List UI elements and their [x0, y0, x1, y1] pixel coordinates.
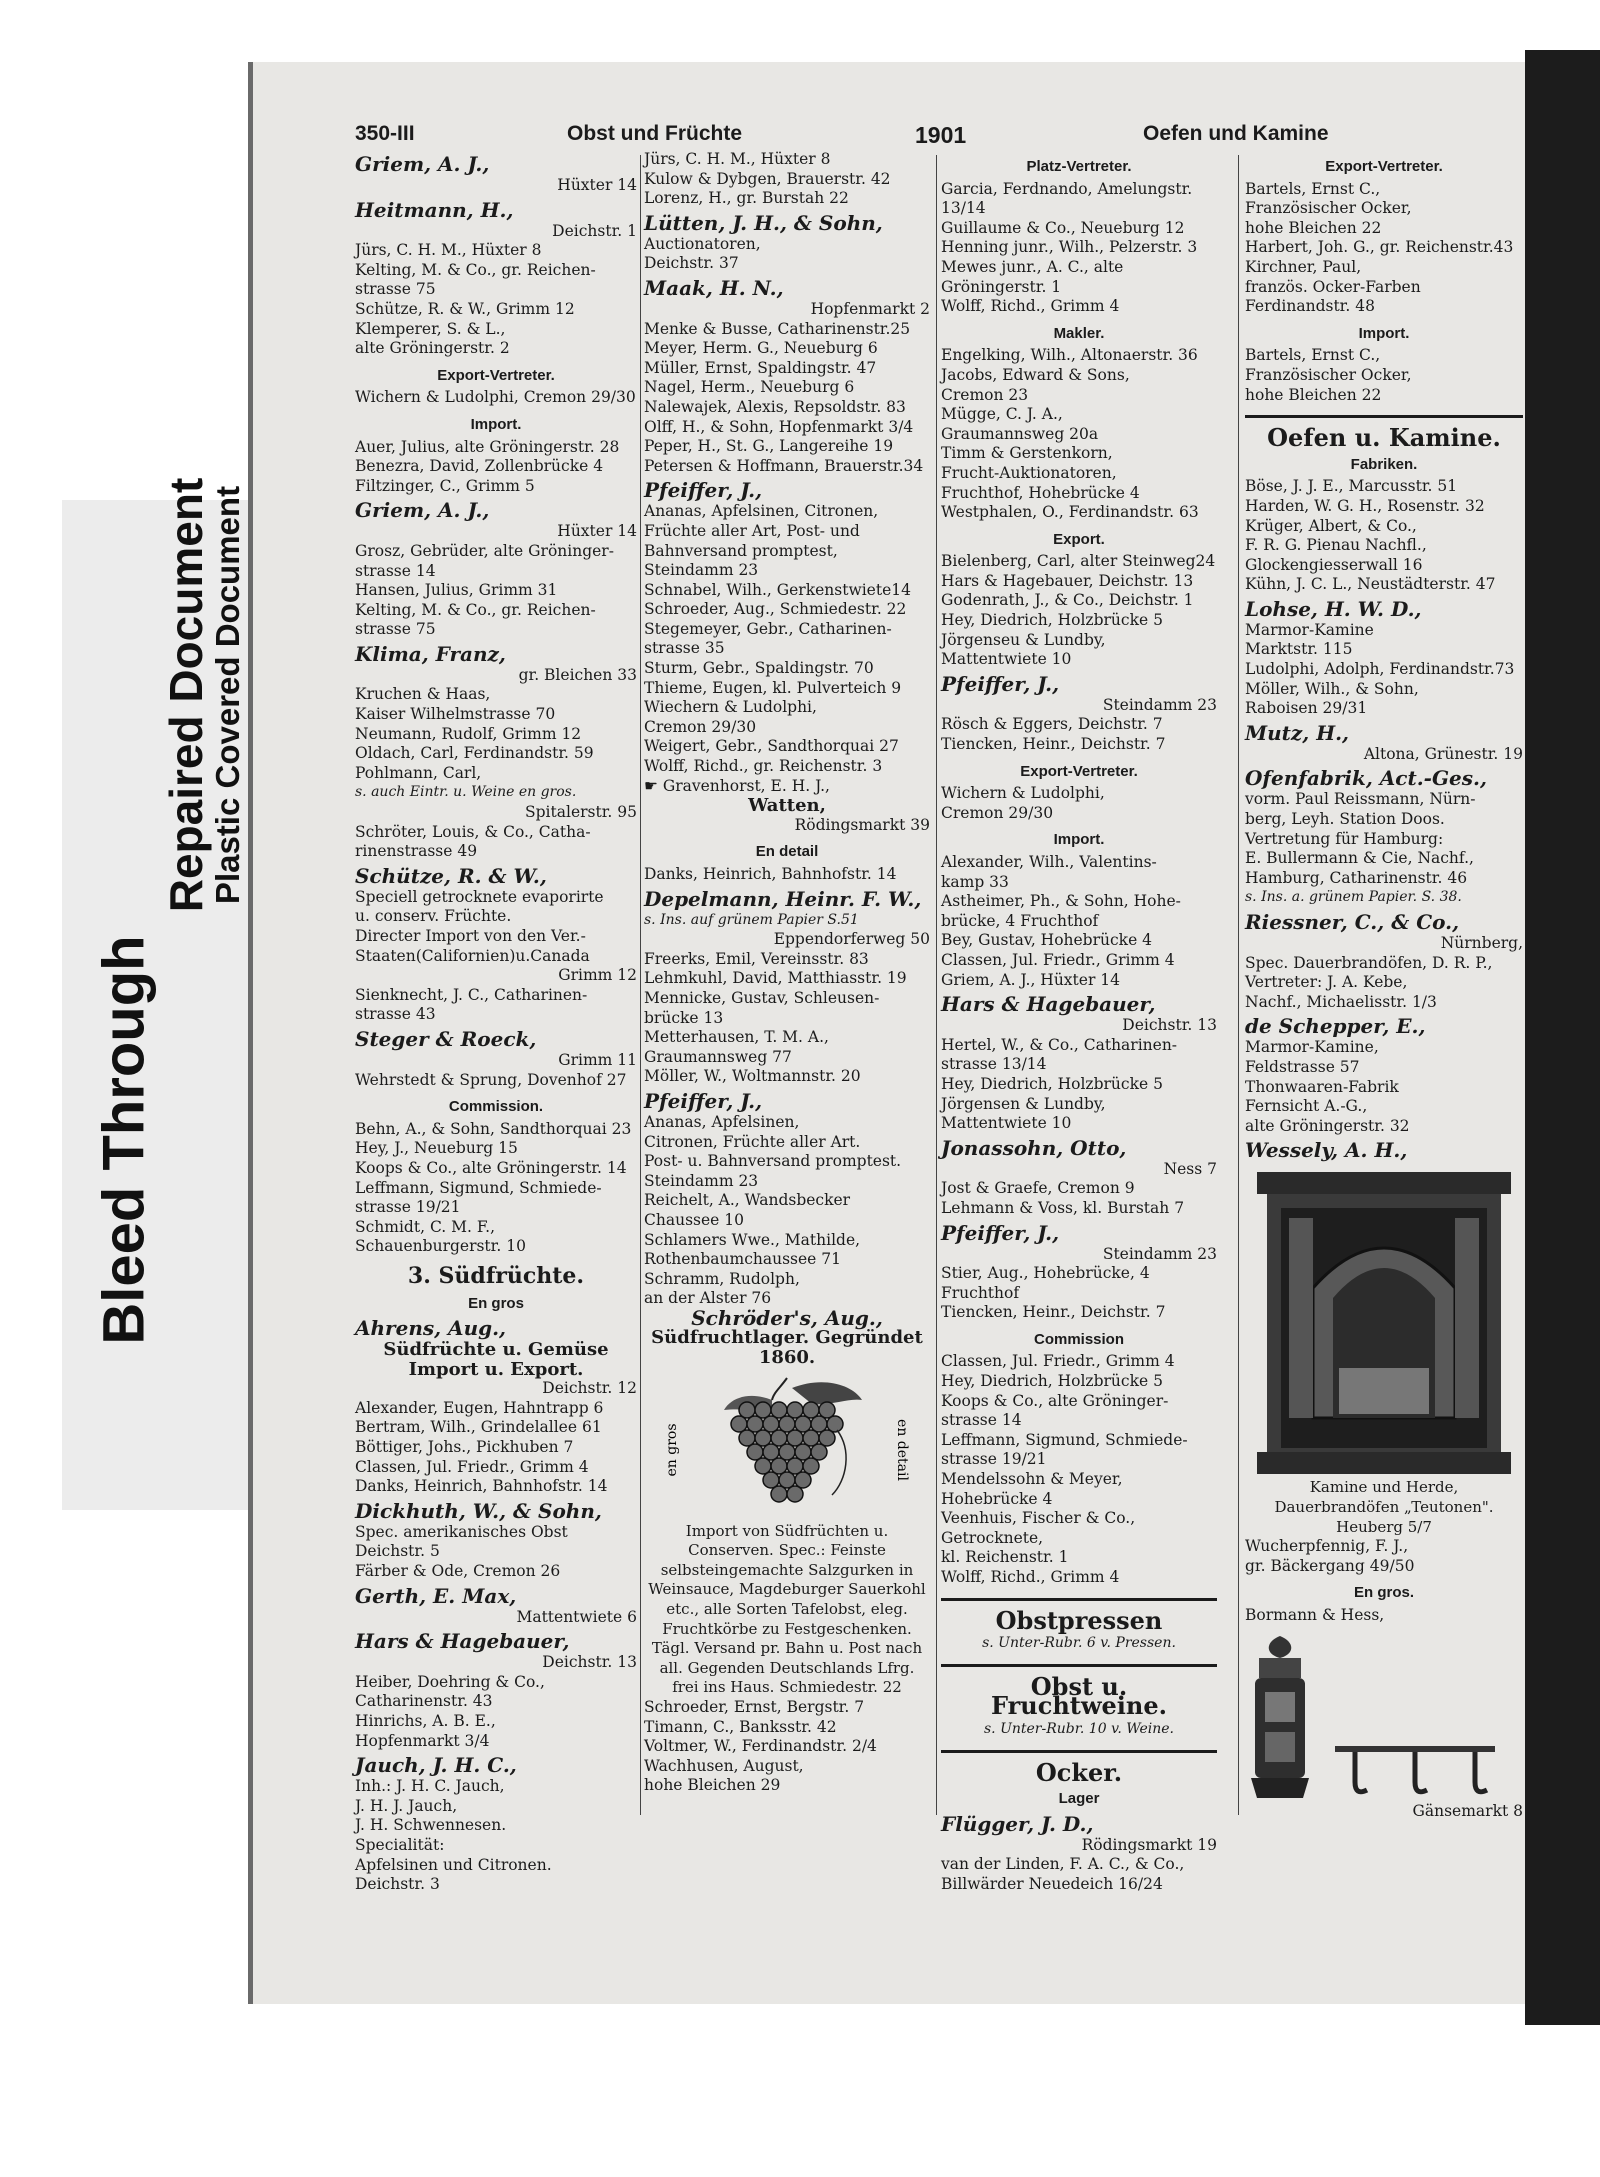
advertisement-text: Kamine und Herde, Dauerbrandöfen „Teutonen". Heuberg 5/7 — [1274, 1478, 1494, 1536]
directory-entry: Böttiger, Johs., Pickhuben 7 — [355, 1438, 574, 1457]
directory-entry: Guillaume & Co., Neueburg 12 — [941, 218, 1185, 237]
column-1 — [355, 150, 637, 1895]
directory-entry: Spec. Dauerbrandöfen, D. R. P., Vertreter: J. A. Kebe, Nachf., Michaelisstr. 1/3 — [1245, 953, 1493, 1011]
directory-entry: Eppendorferweg 50 — [773, 930, 930, 949]
directory-entry: Grimm 12 — [558, 966, 637, 985]
directory-entry: Wehrstedt & Sprung, Dovenhof 27 — [355, 1070, 627, 1089]
advertisement-text: Import von Südfrüchten u. Conserven. Spec.: Feinste selbsteingemachte Salzgurken in Weinsauce, Magdeburger Sauerkohl etc., alle Sorten Tafelobst, eleg. Fruchtkörbe zu Festgeschenken. Tägl. Versand pr. Bahn u. Post nach all. Gegenden Deutschlands Lfrg. frei ins Haus. Schmiedestr. 22 — [648, 1521, 926, 1697]
section-heading: Export-Vertreter. — [1325, 158, 1443, 175]
label-repaired-document: Repaired Document — [160, 477, 212, 913]
directory-entry: Garcia, Ferdnando, Amelungstr. 13/14 — [941, 179, 1193, 218]
firm-name: Pfeiffer, J., — [941, 671, 1060, 696]
directory-entry: Schroeder, Aug., Schmiedestr. 22 — [644, 600, 907, 619]
category-heading: Ocker. — [941, 1750, 1217, 1783]
section-heading: En gros — [468, 1294, 524, 1312]
directory-entry: Ananas, Apfelsinen, Citronen, Früchte aller Art. Post- u. Bahnversand promptest. Steindamm 23 — [644, 1112, 902, 1190]
directory-entry: Grimm 11 — [558, 1050, 637, 1069]
firm-name: Depelmann, Heinr. F. W., — [644, 886, 922, 911]
directory-entry: Reichelt, A., Wandsbecker Chaussee 10 — [644, 1191, 851, 1229]
directory-entry: Wichern & Ludolphi, Cremon 29/30 — [355, 388, 636, 407]
directory-entry: Rösch & Eggers, Deichstr. 7 — [941, 715, 1163, 734]
firm-name: Steger & Roeck, — [355, 1026, 537, 1051]
directory-entry: Auctionatoren, Deichstr. 37 — [644, 234, 761, 273]
directory-entry: Spec. amerikanisches Obst Deichstr. 5 — [355, 1522, 568, 1561]
column-rule — [936, 155, 937, 1815]
directory-entry: Olff, H., & Sohn, Hopfenmarkt 3/4 — [644, 417, 914, 436]
firm-name: Heitmann, H., — [355, 197, 514, 222]
directory-entry: Leffmann, Sigmund, Schmiede- strasse 19/21 — [355, 1178, 602, 1217]
category-heading: 3. Südfrüchte. — [407, 1262, 585, 1289]
directory-entry: Jörgensen & Lundby, Mattentwiete 10 — [941, 1094, 1106, 1133]
category-heading: Oefen u. Kamine. — [1245, 415, 1523, 448]
directory-entry: Stier, Aug., Hohebrücke, 4 Fruchthof — [941, 1264, 1150, 1302]
directory-entry: Neumann, Rudolf, Grimm 12 — [355, 724, 582, 743]
firm-name: Pfeiffer, J., — [644, 1088, 763, 1113]
directory-entry: Lehmann & Voss, kl. Burstah 7 — [941, 1198, 1185, 1217]
directory-entry: Benezra, David, Zollenbrücke 4 — [355, 457, 604, 476]
page-number: 350-III — [355, 122, 415, 145]
directory-entry: Thonwaaren-Fabrik Fernsicht A.-G., alte Gröningerstr. 32 — [1245, 1077, 1410, 1135]
directory-entry: Stegemeyer, Gebr., Catharinen- strasse 35 — [644, 619, 892, 658]
directory-entry: Gänsemarkt 8 — [1412, 1801, 1523, 1820]
section-heading: Export-Vertreter. — [437, 366, 555, 384]
directory-entry: Mewes junr., A. C., alte Gröningerstr. 1 — [941, 257, 1124, 296]
directory-entry: Müller, Ernst, Spaldingstr. 47 — [644, 358, 877, 377]
directory-entry: Deichstr. 1 — [552, 221, 637, 240]
directory-entry: gr. Bleichen 33 — [518, 665, 637, 684]
firm-name: Riessner, C., & Co., — [1245, 910, 1460, 934]
directory-entry: Steindamm 23 — [1102, 695, 1217, 714]
directory-entry: Petersen & Hoffmann, Brauerstr.34 — [644, 456, 924, 475]
firm-name: Wessely, A. H., — [1245, 1138, 1408, 1163]
firm-name: Hars & Hagebauer, — [355, 1629, 570, 1654]
firm-name: Gerth, E. Max, — [355, 1583, 517, 1608]
directory-entry: Wachhusen, August, hohe Bleichen 29 — [644, 1756, 804, 1795]
directory-entry: Schlamers Wwe., Mathilde, Rothenbaumchaussee 71 — [644, 1230, 861, 1269]
directory-entry: Bertram, Wilh., Grindelallee 61 — [355, 1418, 602, 1437]
directory-entry: Spitalerstr. 95 — [525, 803, 637, 822]
firm-name: Griem, A. J., — [355, 498, 490, 523]
directory-entry: Ness 7 — [1163, 1159, 1217, 1178]
directory-entry: Mügge, C. J. A., Graumannsweg 20a — [941, 405, 1099, 443]
directory-entry: Schmidt, C. M. F., Schauenburgerstr. 10 — [355, 1217, 526, 1256]
firm-name: de Schepper, E., — [1245, 1014, 1426, 1039]
directory-entry: Wiechern & Ludolphi, Cremon 29/30 — [644, 698, 817, 736]
directory-entry: Wolff, Richd., Grimm 4 — [941, 297, 1120, 316]
directory-entry: Godenrath, J., & Co., Deichstr. 1 — [941, 591, 1194, 610]
advertisement-text: Schröder's, Aug., — [691, 1305, 883, 1330]
directory-entry: Peper, H., St. G., Langereihe 19 — [644, 437, 894, 456]
directory-entry: Hüxter 14 — [557, 522, 637, 541]
firm-name: Pfeiffer, J., — [941, 1220, 1060, 1245]
directory-entry: Schroeder, Ernst, Bergstr. 7 — [644, 1698, 865, 1716]
directory-entry: Ananas, Apfelsinen, Citronen, Früchte aller Art, Post- und Bahnversand promptest, Steindamm 23 — [644, 502, 879, 580]
section-heading: En detail — [755, 843, 819, 861]
firm-name: Pfeiffer, J., — [644, 478, 763, 503]
firm-name: Lohse, H. W. D., — [1245, 596, 1422, 621]
directory-entry: Mattentwiete 6 — [516, 1607, 637, 1626]
directory-entry: Mendelssohn & Meyer, Hohebrücke 4 — [941, 1470, 1123, 1508]
section-heading: Makler. — [1053, 324, 1105, 342]
directory-entry: Jost & Graefe, Cremon 9 — [941, 1179, 1135, 1198]
directory-entry: Kruchen & Haas, Kaiser Wilhelmstrasse 70 — [355, 685, 556, 724]
fireplace-illustration — [1253, 1168, 1515, 1478]
directory-entry: Thieme, Eugen, kl. Pulverteich 9 — [644, 678, 902, 697]
firm-name: Mutz, H., — [1245, 720, 1350, 745]
year: 1901 — [915, 122, 967, 148]
directory-entry: Schröter, Louis, & Co., Catha- rinenstrasse 49 — [355, 822, 591, 861]
directory-entry: Hüxter 14 — [557, 176, 637, 194]
directory-entry: Wolff, Richd., Grimm 4 — [941, 1568, 1120, 1586]
directory-entry: Lehmkuhl, David, Matthiasstr. 19 — [644, 969, 907, 988]
directory-entry: vorm. Paul Reissmann, Nürn- berg, Leyh. Station Doos. Vertretung für Hamburg: E. Bullermann & Cie, Nachf., Hamburg, Catharinenstr. 46 — [1245, 790, 1476, 887]
directory-entry: Jörgenseu & Lundby, Mattentwiete 10 — [941, 630, 1106, 669]
label-plastic-covered: Plastic Covered Document — [209, 485, 246, 905]
directory-entry: Hinrichs, A. B. E., Hopfenmarkt 3/4 — [355, 1712, 496, 1750]
directory-entry: Alexander, Eugen, Hahntrapp 6 — [355, 1398, 604, 1417]
cross-reference: s. Ins. a. grünem Papier. S. 38. — [1245, 889, 1462, 906]
advertisement-text: Südfruchtlager. Gegründet 1860. — [651, 1327, 923, 1369]
cast-iron-stove-icon — [1245, 1632, 1315, 1802]
directory-entry: Nalewajek, Alexis, Repsoldstr. 83 — [644, 397, 906, 416]
directory-entry: Inh.: J. H. C. Jauch, J. H. J. Jauch, J. H. Schwennesen. Specialität: Apfelsinen und Citronen. Deichstr. 3 — [355, 1777, 552, 1894]
directory-entry: Timm & Gerstenkorn, Frucht-Auktionatoren, Fruchthof, Hohebrücke 4 — [941, 444, 1140, 502]
directory-entry: Classen, Jul. Friedr., Grimm 4 — [355, 1457, 589, 1476]
directory-entry: Marmor-Kamine, Feldstrasse 57 — [1245, 1038, 1379, 1076]
directory-entry: Hars & Hagebauer, Deichstr. 13 — [941, 571, 1194, 590]
directory-entry: Heiber, Doehring & Co., Catharinenstr. 43 — [355, 1672, 545, 1711]
firm-name: Ofenfabrik, Act.-Ges., — [1245, 766, 1487, 791]
directory-entry: Meyer, Herm. G., Neueburg 6 — [644, 339, 878, 358]
firm-name: Dickhuth, W., & Sohn, — [355, 1498, 602, 1523]
cross-reference: s. Ins. auf grünem Papier S.51 — [644, 911, 859, 928]
directory-entry: Sturm, Gebr., Spaldingstr. 70 — [644, 659, 874, 678]
directory-entry: Deichstr. 12 — [542, 1379, 637, 1398]
directory-entry: Speciell getrocknete evaporirte u. conserv. Früchte. Directer Import von den Ver.- Staaten(Californien)u.Canada — [355, 887, 604, 965]
directory-entry: Steindamm 23 — [1102, 1244, 1217, 1263]
section-heading: Export. — [1053, 530, 1105, 548]
directory-entry: Behn, A., & Sohn, Sandthorquai 23 — [355, 1119, 632, 1138]
left-running-title: Obst und Früchte — [567, 122, 742, 145]
firm-name: Klima, Franz, — [355, 641, 506, 666]
directory-entry: Wichern & Ludolphi, Cremon 29/30 — [941, 784, 1105, 822]
directory-entry: Nürnberg, — [1440, 934, 1523, 952]
directory-entry: Schramm, Rudolph, an der Alster 76 — [644, 1269, 800, 1308]
grapes-left-label: en gros — [664, 1423, 680, 1477]
category-heading: Obstpressen — [941, 1598, 1217, 1631]
firm-name: Maak, H. N., — [644, 275, 784, 300]
category-heading: Obst u. Fruchtweine. — [941, 1664, 1217, 1716]
directory-entry: Astheimer, Ph., & Sohn, Hohe- brücke, 4 Fruchthof — [941, 892, 1181, 930]
directory-entry: Hertel, W., & Co., Catharinen- strasse 13/14 — [941, 1035, 1178, 1074]
firm-name: Griem, A. J., — [355, 152, 490, 176]
firm-name: Jonassohn, Otto, — [941, 1135, 1127, 1160]
column-rule — [640, 155, 641, 1815]
firm-name: Hars & Hagebauer, — [941, 992, 1156, 1017]
directory-entry: Veenhuis, Fischer & Co., Getrocknete, kl. Reichenstr. 1 — [941, 1509, 1136, 1567]
directory-entry: Menke & Busse, Catharinenstr.25 — [644, 319, 911, 338]
directory-entry: Tiencken, Heinr., Deichstr. 7 — [941, 1303, 1166, 1322]
directory-entry: Kulow & Dybgen, Brauerstr. 42 — [644, 169, 891, 188]
column-4 — [1245, 150, 1523, 1821]
directory-entry: Leffmann, Sigmund, Schmiede- strasse 19/21 — [941, 1430, 1188, 1469]
directory-entry: Henning junr., Wilh., Pelzerstr. 3 — [941, 238, 1198, 257]
grapes-right-label: en detail — [894, 1418, 910, 1481]
directory-entry: Metterhausen, T. M. A., Graumannsweg 77 — [644, 1028, 829, 1066]
section-heading: Platz-Vertreter. — [1026, 158, 1132, 175]
directory-entry: Lorenz, H., gr. Burstah 22 — [644, 189, 849, 208]
directory-entry: Griem, A. J., Hüxter 14 — [941, 970, 1121, 989]
directory-entry: Tiencken, Heinr., Deichstr. 7 — [941, 735, 1166, 754]
column-3 — [941, 150, 1217, 1895]
page-header — [355, 122, 1330, 152]
section-heading: Import. — [1053, 831, 1105, 849]
directory-entry: Hey, Diedrich, Holzbrücke 5 — [941, 1372, 1163, 1391]
directory-entry: Jürs, C. H. M., Hüxter 8 — [644, 150, 831, 168]
directory-entry: ☛ Gravenhorst, E. H. J., — [644, 776, 830, 795]
cross-reference: s. Unter-Rubr. 6 v. Pressen. — [982, 1635, 1176, 1652]
section-heading: En gros. — [1353, 1584, 1414, 1602]
directory-entry: Harbert, Joh. G., gr. Reichenstr.43 — [1245, 238, 1514, 257]
directory-entry: Hopfenmarkt 2 — [810, 299, 930, 318]
directory-entry: Möller, W., Woltmannstr. 20 — [644, 1067, 861, 1086]
directory-entry: Bey, Gustav, Hohebrücke 4 — [941, 931, 1153, 950]
directory-entry: Schütze, R. & W., Grimm 12 — [355, 299, 575, 318]
directory-entry: Freerks, Emil, Vereinsstr. 83 — [644, 949, 869, 968]
section-heading: Fabriken. — [1350, 455, 1418, 473]
directory-entry: Wolff, Richd., gr. Reichenstr. 3 — [644, 757, 883, 776]
directory-entry: Koops & Co., alte Gröninger- strasse 14 — [941, 1391, 1169, 1430]
directory-entry: Kirchner, Paul, französ. Ocker-Farben Ferdinandstr. 48 — [1245, 257, 1421, 316]
directory-entry: Nagel, Herm., Neueburg 6 — [644, 378, 855, 397]
section-heading: Export-Vertreter. — [1020, 762, 1138, 780]
directory-entry: Sienknecht, J. C., Catharinen- strasse 43 — [355, 985, 588, 1024]
advertisement-text: Südfrüchte u. Gemüse Import u. Export. — [383, 1339, 609, 1380]
directory-entry: Mennicke, Gustav, Schleusen- brücke 13 — [644, 988, 880, 1027]
right-running-title: Oefen und Kamine — [1143, 122, 1329, 145]
firm-name: Flügger, J. D., — [941, 1811, 1094, 1836]
directory-entry: Bormann & Hess, — [1245, 1605, 1385, 1624]
condition-label — [62, 477, 248, 1510]
directory-entry: Bielenberg, Carl, alter Steinweg24 — [941, 552, 1216, 571]
section-heading: Commission — [1033, 1330, 1124, 1348]
wall-hooks-icon — [1335, 1742, 1495, 1802]
directory-entry: Deichstr. 13 — [542, 1653, 637, 1672]
directory-entry: Krüger, Albert, & Co., F. R. G. Pienau Nachfl., Glockengiesserwall 16 — [1245, 516, 1427, 574]
section-heading: Import. — [470, 415, 522, 433]
directory-entry: Klemperer, S. & L., alte Gröningerstr. 2 — [355, 319, 510, 358]
directory-entry: Alexander, Wilh., Valentins- kamp 33 — [941, 853, 1157, 891]
cross-reference: s. auch Eintr. u. Weine en gros. — [355, 784, 577, 801]
directory-entry: Schnabel, Wilh., Gerkenstwiete14 — [644, 580, 911, 599]
directory-entry: Koops & Co., alte Gröningerstr. 14 — [355, 1158, 627, 1177]
directory-entry: Westphalen, O., Ferdinandstr. 63 — [941, 503, 1199, 522]
directory-entry: Auer, Julius, alte Gröningerstr. 28 — [355, 437, 620, 456]
section-heading: Lager — [1058, 1790, 1100, 1808]
directory-entry: Weigert, Gebr., Sandthorquai 27 — [644, 737, 899, 756]
directory-entry: Engelking, Wilh., Altonaerstr. 36 — [941, 346, 1198, 365]
directory-entry: Jürs, C. H. M., Hüxter 8 — [355, 241, 542, 260]
cross-reference: s. Unter-Rubr. 10 v. Weine. — [984, 1720, 1174, 1737]
directory-entry: Rödingsmarkt 39 — [794, 815, 930, 834]
directory-entry: Kühn, J. C. L., Neustädterstr. 47 — [1245, 575, 1496, 594]
directory-entry: van der Linden, F. A. C., & Co., Billwärder Neuedeich 16/24 — [941, 1855, 1185, 1893]
directory-entry: Classen, Jul. Friedr., Grimm 4 — [941, 1352, 1175, 1371]
directory-entry: Altona, Grünestr. 19 — [1363, 744, 1523, 763]
scan-edge-shadow — [1525, 50, 1600, 2025]
column-rule — [1238, 155, 1239, 1815]
directory-entry: Danks, Heinrich, Bahnhofstr. 14 — [644, 865, 897, 883]
directory-entry: Wucherpfennig, F. J., gr. Bäckergang 49/50 — [1245, 1537, 1415, 1575]
directory-entry: Rödingsmarkt 19 — [1081, 1835, 1217, 1854]
grapes-illustration — [662, 1370, 912, 1520]
directory-entry: Möller, Wilh., & Sohn, Raboisen 29/31 — [1245, 679, 1419, 718]
directory-entry: Oldach, Carl, Ferdinandstr. 59 — [355, 744, 594, 763]
firm-name: Lütten, J. H., & Sohn, — [644, 210, 883, 235]
directory-entry: Hey, J., Neueburg 15 — [355, 1139, 518, 1158]
directory-entry: Kelting, M. & Co., gr. Reichen- strasse 75 — [355, 260, 596, 299]
directory-entry: Marmor-Kamine Marktstr. 115 — [1245, 620, 1374, 659]
directory-entry: Ludolphi, Adolph, Ferdinandstr.73 — [1245, 660, 1515, 679]
directory-entry: Bartels, Ernst C., Französischer Ocker, hohe Bleichen 22 — [1245, 346, 1412, 404]
firm-name: Schütze, R. & W., — [355, 863, 547, 888]
directory-entry: Filtzinger, C., Grimm 5 — [355, 476, 535, 495]
directory-entry: Hey, Diedrich, Holzbrücke 5 — [941, 611, 1163, 630]
directory-entry: Deichstr. 13 — [1122, 1016, 1217, 1035]
directory-entry: Timann, C., Banksstr. 42 — [644, 1717, 837, 1736]
label-bleed-through: Bleed Through — [91, 935, 157, 1345]
directory-entry: Hansen, Julius, Grimm 31 — [355, 581, 558, 600]
directory-entry: Böse, J. J. E., Marcusstr. 51 — [1245, 477, 1458, 496]
directory-entry: Jacobs, Edward & Sons, Cremon 23 — [941, 365, 1130, 404]
directory-entry: Classen, Jul. Friedr., Grimm 4 — [941, 950, 1175, 969]
directory-entry: Pohlmann, Carl, — [355, 763, 482, 782]
directory-entry: Grosz, Gebrüder, alte Gröninger- strasse 14 — [355, 541, 614, 580]
column-2 — [644, 150, 930, 1796]
directory-entry: Kelting, M. & Co., gr. Reichen- strasse 75 — [355, 600, 596, 639]
firm-name: Jauch, J. H. C., — [355, 1753, 517, 1778]
advertisement-text: Watten, — [748, 795, 826, 817]
directory-entry: Hey, Diedrich, Holzbrücke 5 — [941, 1074, 1163, 1093]
directory-entry: Voltmer, W., Ferdinandstr. 2/4 — [644, 1737, 877, 1756]
section-heading: Import. — [1358, 324, 1410, 342]
directory-entry: Bartels, Ernst C., Französischer Ocker, hohe Bleichen 22 — [1245, 179, 1412, 237]
firm-name: Ahrens, Aug., — [355, 1316, 507, 1341]
section-heading: Commission. — [448, 1098, 544, 1116]
directory-entry: Färber & Ode, Cremon 26 — [355, 1562, 561, 1581]
directory-entry: Harden, W. G. H., Rosenstr. 32 — [1245, 496, 1485, 515]
directory-entry: Danks, Heinrich, Bahnhofstr. 14 — [355, 1477, 608, 1496]
